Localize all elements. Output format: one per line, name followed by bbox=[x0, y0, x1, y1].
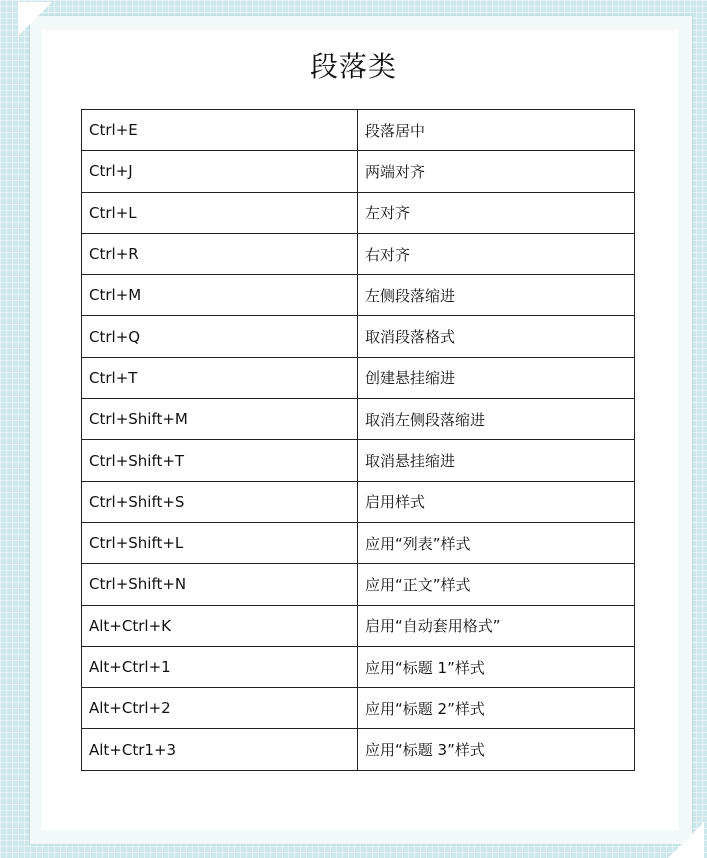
shortcut-key: Ctrl+M bbox=[82, 275, 358, 316]
shortcut-action: 取消段落格式 bbox=[358, 316, 635, 357]
shortcut-action: 右对齐 bbox=[358, 233, 635, 274]
table-row bbox=[82, 357, 635, 398]
shortcut-key: Ctrl+L bbox=[82, 192, 358, 233]
table-row bbox=[82, 110, 635, 151]
shortcut-key: Ctrl+E bbox=[82, 110, 358, 151]
shortcut-key: Ctrl+Shift+N bbox=[82, 564, 358, 605]
table-row bbox=[82, 440, 635, 481]
table-row bbox=[82, 192, 635, 233]
folded-corner-bottom-right bbox=[668, 822, 704, 858]
shortcut-action: 启用样式 bbox=[358, 481, 635, 522]
shortcut-action: 应用“正文”样式 bbox=[358, 564, 635, 605]
shortcut-key: Alt+Ctr1+3 bbox=[82, 729, 358, 770]
table-row bbox=[82, 688, 635, 729]
shortcut-action: 应用“列表”样式 bbox=[358, 522, 635, 563]
shortcut-key: Alt+Ctrl+K bbox=[82, 605, 358, 646]
shortcut-action: 段落居中 bbox=[358, 110, 635, 151]
shortcut-key: Alt+Ctrl+2 bbox=[82, 688, 358, 729]
shortcut-key: Ctrl+Q bbox=[82, 316, 358, 357]
shortcut-key: Ctrl+T bbox=[82, 357, 358, 398]
shortcut-action: 左对齐 bbox=[358, 192, 635, 233]
shortcut-action: 应用“标题 1”样式 bbox=[358, 646, 635, 687]
shortcut-action: 创建悬挂缩进 bbox=[358, 357, 635, 398]
table-row bbox=[82, 605, 635, 646]
shortcut-action: 左侧段落缩进 bbox=[358, 275, 635, 316]
shortcut-action: 取消悬挂缩进 bbox=[358, 440, 635, 481]
table-row bbox=[82, 522, 635, 563]
shortcut-key: Ctrl+J bbox=[82, 151, 358, 192]
table-row bbox=[82, 233, 635, 274]
shortcut-action: 应用“标题 3”样式 bbox=[358, 729, 635, 770]
table-row bbox=[82, 399, 635, 440]
page-title: 段落类 bbox=[309, 50, 397, 83]
table-row bbox=[82, 646, 635, 687]
folded-corner-top-left bbox=[18, 2, 52, 36]
shortcut-action: 应用“标题 2”样式 bbox=[358, 688, 635, 729]
shortcut-action: 两端对齐 bbox=[358, 151, 635, 192]
shortcut-key: Ctrl+Shift+L bbox=[82, 522, 358, 563]
shortcut-key: Ctrl+Shift+T bbox=[82, 440, 358, 481]
table-row bbox=[82, 275, 635, 316]
table-row bbox=[82, 481, 635, 522]
shortcut-table bbox=[81, 109, 635, 771]
shortcut-key: Ctrl+Shift+S bbox=[82, 481, 358, 522]
shortcut-key: Ctrl+R bbox=[82, 233, 358, 274]
table-row bbox=[82, 729, 635, 770]
table-row bbox=[82, 564, 635, 605]
shortcut-action: 启用“自动套用格式” bbox=[358, 605, 635, 646]
shortcut-action: 取消左侧段落缩进 bbox=[358, 399, 635, 440]
shortcut-key: Alt+Ctrl+1 bbox=[82, 646, 358, 687]
shortcut-key: Ctrl+Shift+M bbox=[82, 399, 358, 440]
table-row bbox=[82, 316, 635, 357]
table-row bbox=[82, 151, 635, 192]
